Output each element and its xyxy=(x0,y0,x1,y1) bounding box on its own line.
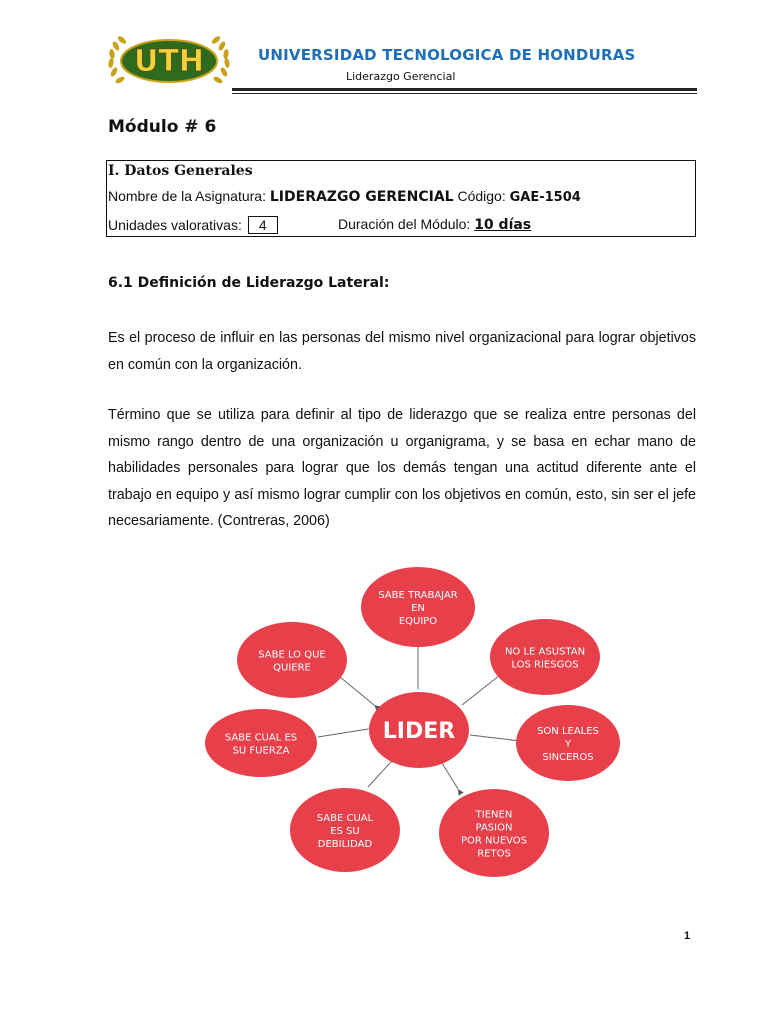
diagram-node-label: NO LE ASUSTAN xyxy=(504,646,586,658)
code-label: Código: xyxy=(457,188,506,204)
diagram-arrow xyxy=(462,675,500,705)
diagram-arrow xyxy=(340,677,374,705)
diagram-node xyxy=(490,619,600,695)
page-number: 1 xyxy=(684,930,691,942)
module-title: Módulo # 6 xyxy=(108,117,217,137)
duration-label: Duración del Módulo: xyxy=(338,216,471,232)
duration-row xyxy=(338,216,531,233)
university-title: UNIVERSIDAD TECNOLOGICA DE HONDURAS xyxy=(258,46,636,64)
units-label: Unidades valorativas: xyxy=(108,217,242,233)
header-rule xyxy=(232,88,697,91)
diagram-node-label: POR NUEVOS xyxy=(460,835,528,847)
diagram-node-label: SABE CUAL ES xyxy=(224,732,298,744)
diagram-node xyxy=(290,788,400,872)
paragraph-definition: Es el proceso de influir en las personas del mismo nivel organizacional para lograr objetivos en común con la organización. xyxy=(108,330,696,373)
units-value: 4 xyxy=(248,216,278,234)
subject-row xyxy=(108,188,581,205)
duration-value: 10 días xyxy=(474,217,532,233)
diagram-node-label: PASION xyxy=(475,822,513,834)
diagram-arrow xyxy=(470,735,520,741)
subject-value: LIDERAZGO GERENCIAL xyxy=(269,189,454,205)
header-rule-thin xyxy=(232,93,697,94)
diagram-node-label: SON LEALES xyxy=(537,726,599,737)
diagram-node-label: SU FUERZA xyxy=(232,745,290,757)
general-data-heading: I. Datos Generales xyxy=(108,163,253,179)
code-value: GAE-1504 xyxy=(509,190,581,205)
diagram-node xyxy=(516,705,620,781)
diagram-node-label: QUIERE xyxy=(273,662,311,674)
diagram-node-label: RETOS xyxy=(477,848,511,860)
diagram-arrow xyxy=(368,763,390,787)
leader-diagram xyxy=(200,565,625,885)
diagram-node-label: SABE CUAL xyxy=(316,813,374,824)
paragraph-description: Término que se utiliza para definir al tipo de liderazgo que se realiza entre personas del mismo rango dentro de una organización u organigrama, y se basa en echar mano de habilidades personales para lograr que los demás tengan una actitud diferente ante el trabajo en equipo y así mismo lograr cumplir con los objetivos en común, esto, sin ser el jefe necesariamente. (Contreras, 2006) xyxy=(108,407,696,529)
diagram-node-label: LOS RIESGOS xyxy=(511,659,579,671)
units-row xyxy=(108,216,688,234)
diagram-node-label: SABE TRABAJAR xyxy=(378,590,458,601)
diagram-node xyxy=(439,789,549,877)
diagram-node xyxy=(205,709,317,777)
diagram-node-label: DEBILIDAD xyxy=(317,839,373,850)
diagram-node-label: ES SU xyxy=(330,826,360,837)
diagram-arrow xyxy=(442,763,458,789)
diagram-node xyxy=(361,567,475,647)
diagram-node-label: Y xyxy=(564,739,572,750)
diagram-node-label: SABE LO QUE xyxy=(258,649,326,661)
diagram-node xyxy=(237,622,347,698)
course-subtitle: Liderazgo Gerencial xyxy=(346,70,456,83)
diagram-arrow xyxy=(318,729,368,737)
diagram-node-label: TIENEN xyxy=(475,809,513,821)
uth-logo xyxy=(104,30,234,90)
diagram-node-label: SINCEROS xyxy=(542,752,594,763)
subject-label: Nombre de la Asignatura: xyxy=(108,188,266,204)
diagram-node-label: EQUIPO xyxy=(398,616,438,627)
diagram-node-label: EN xyxy=(411,603,425,614)
section-title: 6.1 Definición de Liderazgo Lateral: xyxy=(108,275,390,291)
logo-text: UTH xyxy=(134,44,204,79)
center-label: LIDER xyxy=(382,719,456,744)
general-data-box xyxy=(106,160,696,237)
